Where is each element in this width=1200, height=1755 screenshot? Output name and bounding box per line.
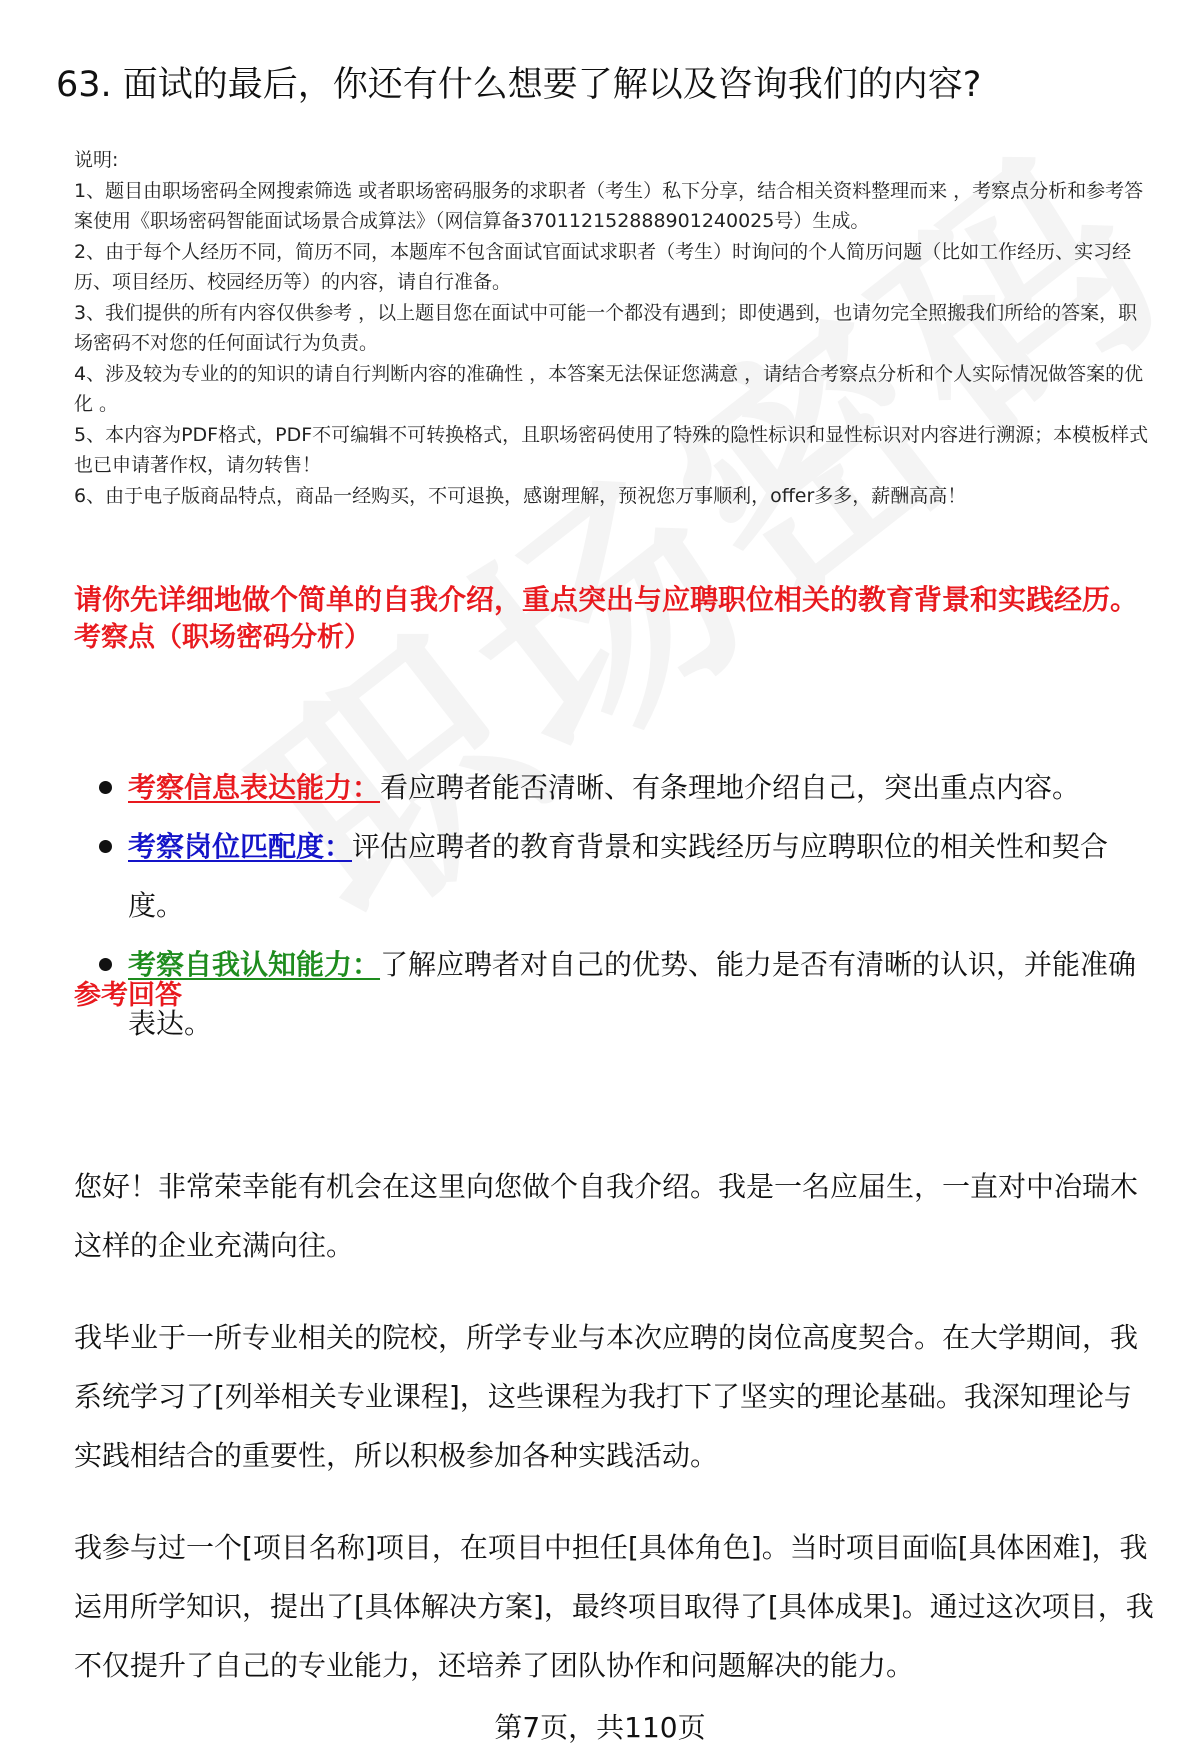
point-label: 考察岗位匹配度： [128, 830, 353, 863]
point-text: 看应聘者能否清晰、有条理地介绍自己，突出重点内容。 [380, 771, 1081, 804]
analysis-title: 考察点（职场密码分析） [74, 622, 371, 653]
point-text: 评估应聘者的教育背景和实践经历与应聘职位的相关性和契合度。 [128, 830, 1109, 922]
answer-paragraph: 我毕业于一所专业相关的院校，所学专业与本次应聘的岗位高度契合。在大学期间，我系统学习了[列举相关专业课程]，这些课程为我打下了坚实的理论基础。我深知理论与实践相结合的重要性，所以积极参加各种实践活动。 [74, 1321, 1139, 1472]
page-number: 第7页，共110页 [494, 1711, 706, 1744]
notes-section [74, 145, 1154, 511]
note-item: 2、由于每个人经历不同，简历不同，本题库不包含面试官面试求职者（考生）时询问的个人简历问题（比如工作经历、实习经历、项目经历、校园经历等）的内容，请自行准备。 [74, 240, 1132, 293]
answer-title: 参考回答 [74, 980, 182, 1011]
notes-title: 说明: [74, 149, 119, 171]
question-heading: 63. 面试的最后，你还有什么想要了解以及咨询我们的内容? [56, 65, 982, 105]
answer-paragraph: 我参与过一个[项目名称]项目，在项目中担任[具体角色]。当时项目面临[具体困难]，我运用所学知识，提出了[具体解决方案]，最终项目取得了[具体成果]。通过这次项目，我不仅提升了自己的专业能力，还培养了团队协作和问题解决的能力。 [74, 1531, 1154, 1682]
point-label: 考察自我认知能力： [128, 948, 381, 981]
answer-paragraph: 您好！非常荣幸能有机会在这里向您做个自我介绍。我是一名应届生，一直对中冶瑞木这样的企业充满向往。 [74, 1170, 1139, 1262]
point-text: 了解应聘者对自己的优势、能力是否有清晰的认识，并能准确表达。 [128, 948, 1137, 1040]
note-item: 6、由于电子版商品特点，商品一经购买，不可退换，感谢理解，预祝您万事顺利，offer多多，薪酬高高！ [74, 484, 967, 507]
bullet-icon [99, 781, 112, 794]
bullet-icon [99, 840, 112, 853]
analysis-point [74, 758, 1154, 817]
note-item: 1、题目由职场密码全网搜索筛选 或者职场密码服务的求职者（考生）私下分享，结合相关资料整理而来 ，考察点分析和参考答案使用《职场密码智能面试场景合成算法》（网信算备370112152888901240025号）生成。 [74, 179, 1144, 232]
note-item: 3、我们提供的所有内容仅供参考 ，以上题目您在面试中可能一个都没有遇到；即使遇到，也请勿完全照搬我们所给的答案，职场密码不对您的任何面试行为负责。 [74, 301, 1138, 354]
bullet-icon [99, 958, 112, 971]
note-item: 4、涉及较为专业的的知识的请自行判断内容的准确性 ，本答案无法保证您满意 ，请结合考察点分析和个人实际情况做答案的优化 。 [74, 362, 1144, 415]
analysis-point [74, 935, 1154, 1053]
analysis-point [74, 817, 1154, 935]
interview-question: 请你先详细地做个简单的自我介绍，重点突出与应聘职位相关的教育背景和实践经历。 [74, 583, 1139, 616]
analysis-points [74, 758, 1154, 1053]
point-label: 考察信息表达能力： [128, 771, 381, 804]
reference-answer [74, 1157, 1154, 1728]
note-item: 5、本内容为PDF格式，PDF不可编辑不可转换格式，且职场密码使用了特殊的隐性标识和显性标识对内容进行溯源；本模板样式也已申请著作权，请勿转售！ [74, 423, 1149, 476]
